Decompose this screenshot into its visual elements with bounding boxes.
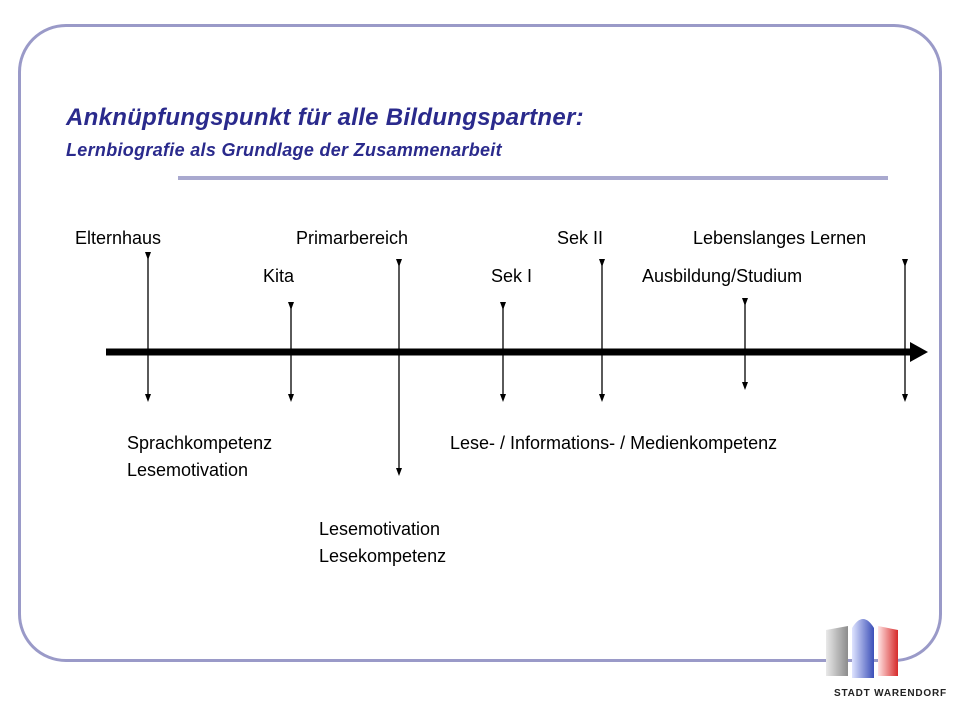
logo-blue-bar <box>852 619 874 678</box>
competency-primary-line1: Lesemotivation <box>319 519 441 539</box>
stage-label-sek1: Sek I <box>491 266 533 286</box>
competency-early <box>127 430 272 484</box>
logo-text: STADT WARENDORF <box>834 688 947 699</box>
stage-label-kita: Kita <box>263 266 295 286</box>
stage-label-sek2: Sek II <box>557 228 604 248</box>
competency-primary-line2: Lesekompetenz <box>319 546 447 566</box>
timeline-arrowhead <box>910 342 928 362</box>
competency-later: Lese- / Informations- / Medienkompetenz <box>450 433 778 453</box>
slide-subtitle: Lernbiografie als Grundlage der Zusammenarbeit <box>66 140 502 160</box>
logo-red-bar <box>878 626 898 676</box>
stage-label-elternhaus: Elternhaus <box>75 228 162 248</box>
slide-title: Anknüpfungspunkt für alle Bildungspartner: <box>66 104 584 131</box>
stage-label-ausbildung: Ausbildung/Studium <box>642 266 803 286</box>
logo-gray-bar <box>826 626 848 676</box>
competency-early-line1: Sprachkompetenz <box>127 433 273 453</box>
stage-label-primarbereich: Primarbereich <box>296 228 409 248</box>
competency-primary <box>319 516 446 570</box>
competency-early-line2: Lesemotivation <box>127 460 249 480</box>
stage-label-lebenslang: Lebenslanges Lernen <box>693 228 867 248</box>
